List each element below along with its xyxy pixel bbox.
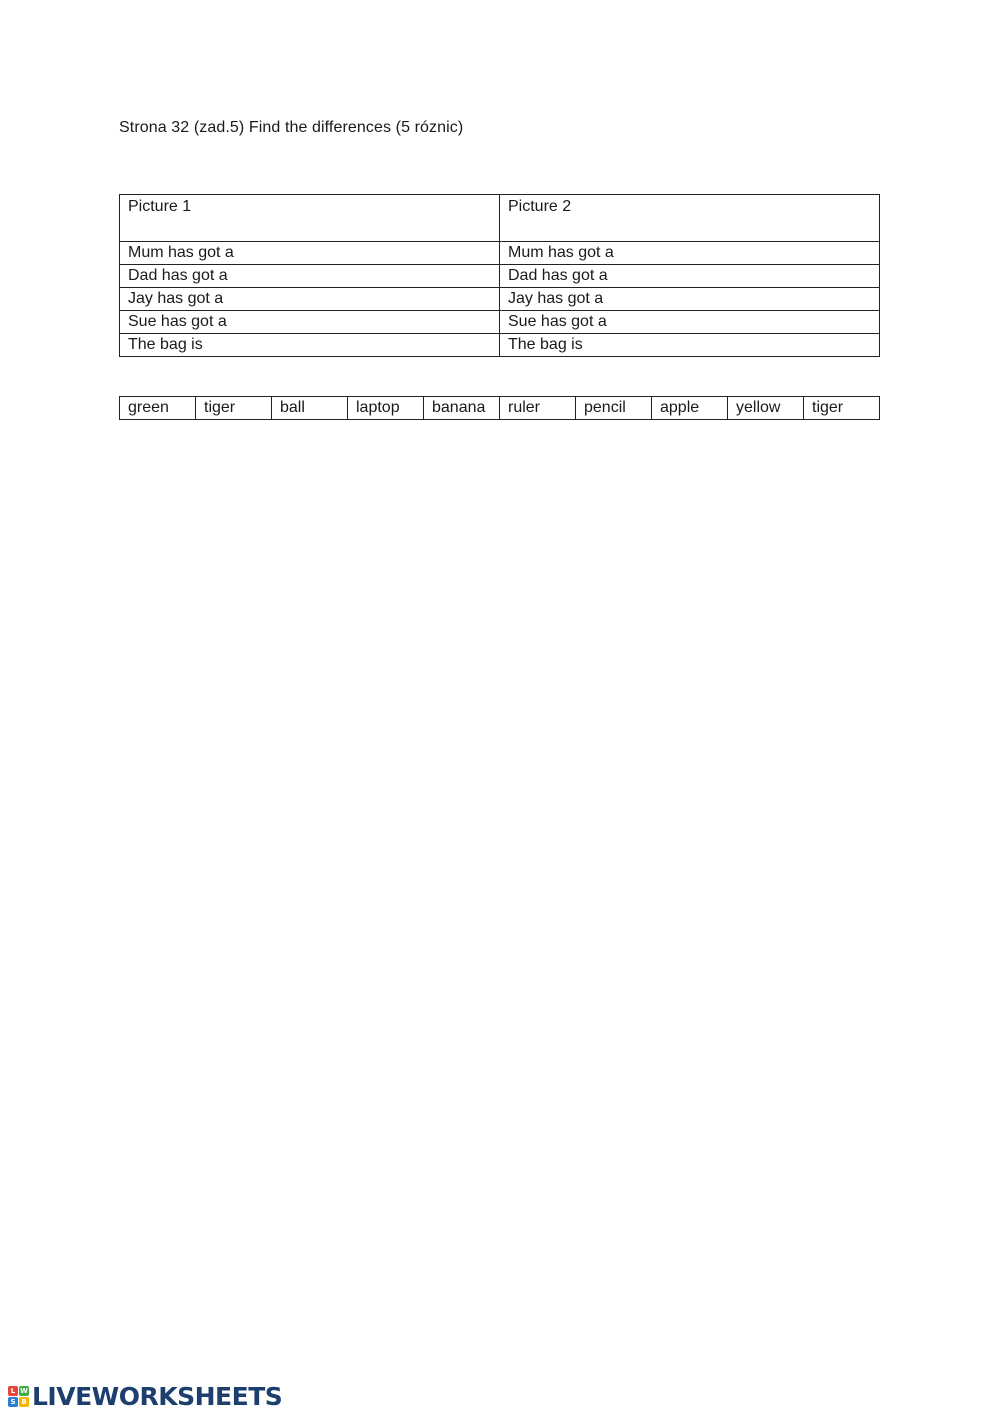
word-bank-item: tiger: [196, 397, 272, 420]
table-cell: Mum has got a: [120, 242, 500, 265]
logo-square: S: [8, 1397, 18, 1407]
table-cell: Mum has got a: [500, 242, 880, 265]
word-bank-item: green: [120, 397, 196, 420]
word-bank-table: [119, 396, 880, 420]
logo-square: L: [8, 1386, 18, 1396]
word-bank-item: ball: [272, 397, 348, 420]
logo-square: B: [19, 1397, 29, 1407]
table-row: [120, 311, 880, 334]
table-row: [120, 265, 880, 288]
comparison-table: [119, 194, 880, 357]
table-cell: Jay has got a: [120, 288, 500, 311]
table-cell: Jay has got a: [500, 288, 880, 311]
liveworksheets-logo: [8, 1381, 282, 1411]
word-bank-item: pencil: [576, 397, 652, 420]
table-cell: Dad has got a: [500, 265, 880, 288]
table-row: [120, 334, 880, 357]
logo-wordmark: LIVEWORKSHEETS: [32, 1381, 283, 1411]
table-cell: Sue has got a: [500, 311, 880, 334]
table-cell: Sue has got a: [120, 311, 500, 334]
column-header-picture-1: Picture 1: [120, 195, 500, 242]
logo-square: W: [20, 1386, 28, 1395]
table-cell: The bag is: [500, 334, 880, 357]
word-bank-item: ruler: [500, 397, 576, 420]
word-bank-item: yellow: [728, 397, 804, 420]
word-bank-item: apple: [652, 397, 728, 420]
table-row: [120, 242, 880, 265]
worksheet-title: Strona 32 (zad.5) Find the differences (5 róznic): [119, 119, 464, 136]
logo-mark-icon: [8, 1386, 29, 1407]
word-bank-item: tiger: [804, 397, 880, 420]
comparison-header-row: [120, 195, 880, 242]
word-bank-item: laptop: [348, 397, 424, 420]
word-bank-item: banana: [424, 397, 500, 420]
column-header-picture-2: Picture 2: [500, 195, 880, 242]
table-cell: The bag is: [120, 334, 500, 357]
word-bank-row: [120, 397, 880, 420]
table-row: [120, 288, 880, 311]
table-cell: Dad has got a: [120, 265, 500, 288]
